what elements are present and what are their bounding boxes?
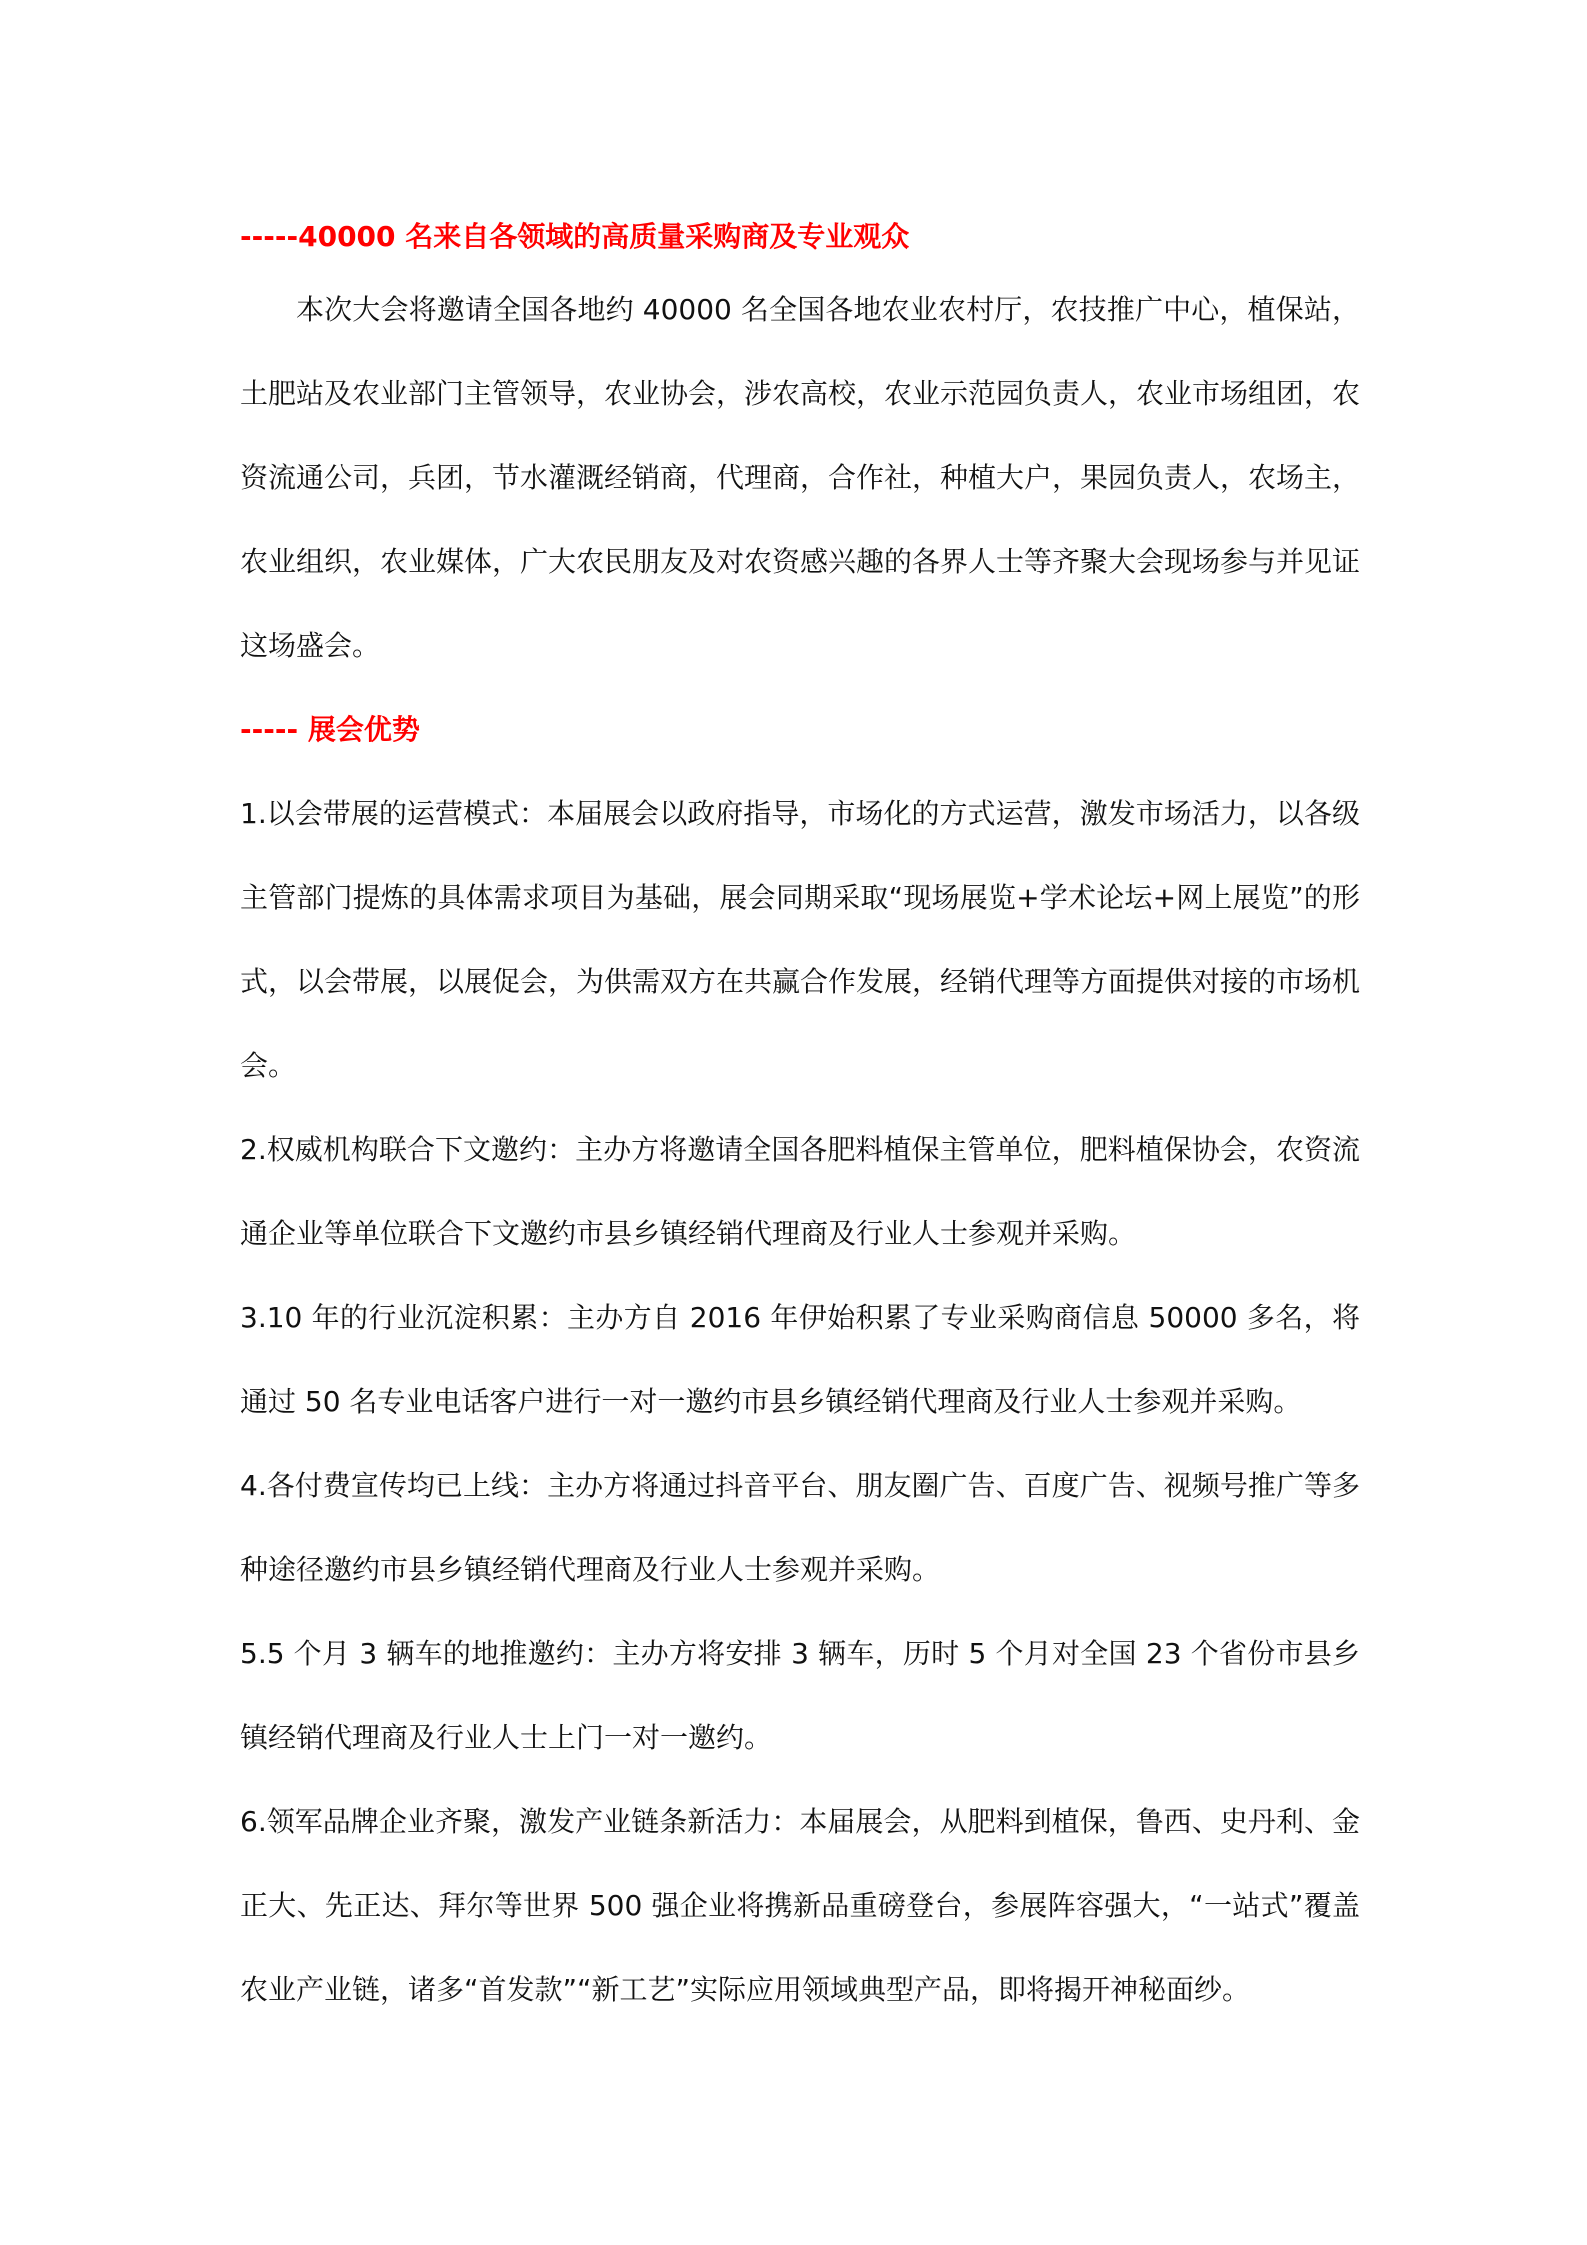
advantage-item-6: 6.领军品牌企业齐聚，激发产业链条新活力：本届展会，从肥料到植保，鲁西、史丹利、金正大、先正达、拜尔等世界 500 强企业将携新品重磅登台，参展阵容强大，“一站式”覆盖农业产业链，诸多“首发款”“新工艺”实际应用领域典型产品，即将揭开神秘面纱。 [240,1805,1360,2006]
intro-paragraph: 本次大会将邀请全国各地约 40000 名全国各地农业农村厅，农技推广中心，植保站，土肥站及农业部门主管领导，农业协会，涉农高校，农业示范园负责人，农业市场组团，农资流通公司，兵团，节水灌溉经销商，代理商，合作社，种植大户，果园负责人，农场主，农业组织，农业媒体，广大农民朋友及对农资感兴趣的各界人士等齐聚大会现场参与并见证这场盛会。 [240,293,1361,662]
section-heading-advantages: ----- 展会优势 [240,713,420,746]
advantage-item-1: 1.以会带展的运营模式：本届展会以政府指导，市场化的方式运营，激发市场活力，以各级主管部门提炼的具体需求项目为基础，展会同期采取“现场展览+学术论坛+网上展览”的形式，以会带展，以展促会，为供需双方在共赢合作发展，经销代理等方面提供对接的市场机会。 [240,797,1361,1082]
advantage-item-5: 5.5 个月 3 辆车的地推邀约：主办方将安排 3 辆车，历时 5 个月对全国 23 个省份市县乡镇经销代理商及行业人士上门一对一邀约。 [240,1637,1360,1754]
advantage-item-3: 3.10 年的行业沉淀积累：主办方自 2016 年伊始积累了专业采购商信息 50000 多名，将通过 50 名专业电话客户进行一对一邀约市县乡镇经销代理商及行业人士参观并采购。 [240,1301,1360,1418]
section-heading-buyers: -----40000 名来自各领域的高质量采购商及专业观众 [240,220,910,253]
advantage-item-4: 4.各付费宣传均已上线：主办方将通过抖音平台、朋友圈广告、百度广告、视频号推广等多种途径邀约市县乡镇经销代理商及行业人士参观并采购。 [240,1469,1360,1586]
advantage-item-2: 2.权威机构联合下文邀约：主办方将邀请全国各肥料植保主管单位，肥料植保协会，农资流通企业等单位联合下文邀约市县乡镇经销代理商及行业人士参观并采购。 [240,1133,1360,1250]
document-page [240,206,1360,2032]
